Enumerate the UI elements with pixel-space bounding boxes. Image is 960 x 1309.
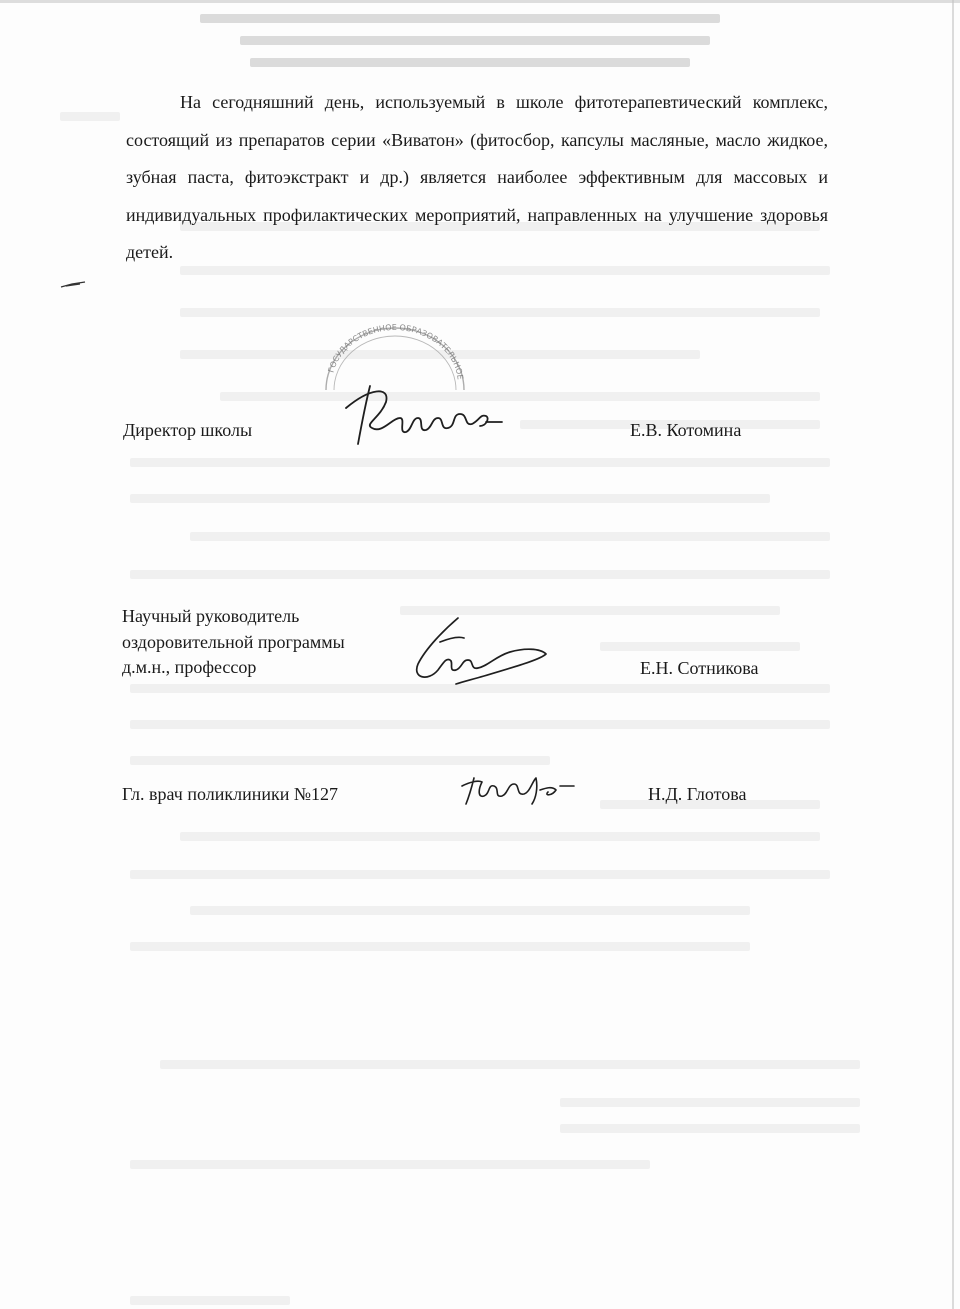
pen-mark [60,281,86,289]
signatory-chief-doctor-title: Гл. врач поликлиники №127 [122,784,339,804]
signatory-director-name: Е.В. Котомина [630,420,742,440]
signatory-scientific-title-line1: Научный руководитель [122,606,300,626]
scan-top-edge [0,0,960,3]
signature-scientific-director [400,612,560,692]
signatory-scientific-title-line2: оздоровительной программы [122,632,345,652]
stamp-text: ГОСУДАРСТВЕННОЕ ОБРАЗОВАТЕЛЬНОЕ [326,322,465,381]
signatory-scientific-name: Е.Н. Сотникова [640,658,759,678]
signatory-chief-doctor-name: Н.Д. Глотова [648,784,747,804]
signature-chief-doctor [456,770,586,814]
signature-director [340,378,520,450]
signatory-scientific-title-line3: д.м.н., профессор [122,657,257,677]
signatory-director-title: Директор школы [123,420,253,440]
body-paragraph: На сегодняшний день, используемый в школе фитотерапевтический комплекс, состоящий из препаратов серии «Виватон» (фитосбор, капсулы масляные, масло жидкое, зубная паста, фитоэкстракт и др.) является наиболее эффективным для массовых и индивидуальных профилактических мероприятий, направленных на улучшение здоровья детей. [126,92,828,262]
scan-right-edge [952,0,954,1309]
